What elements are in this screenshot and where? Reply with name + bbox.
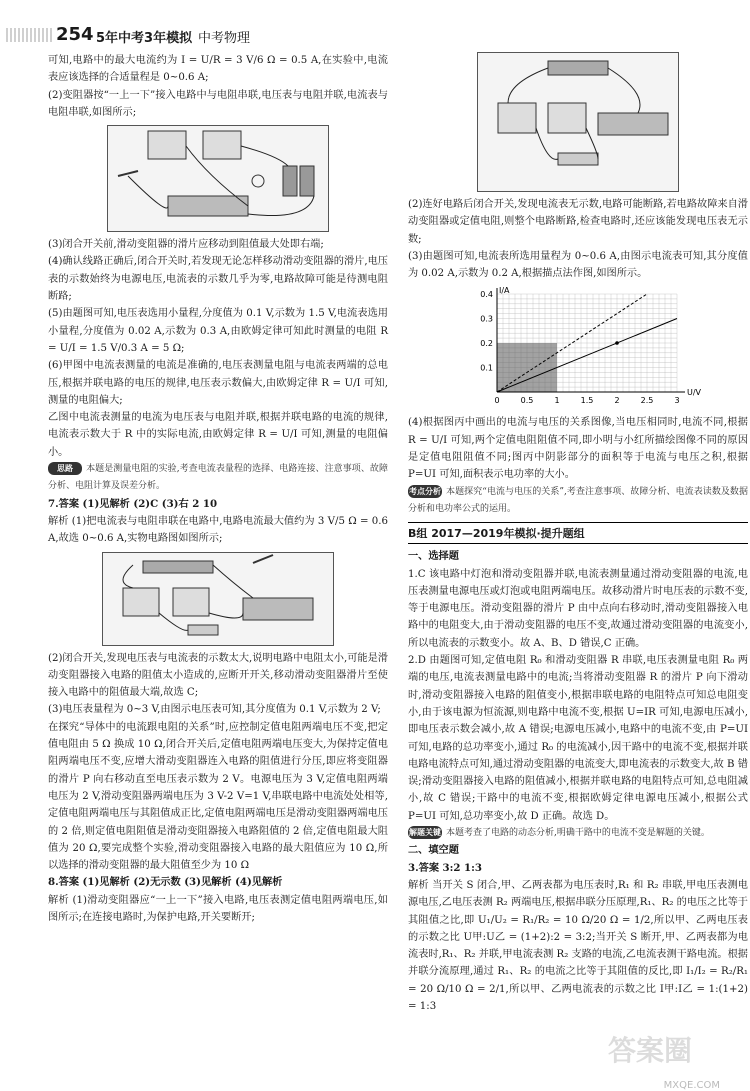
answer-heading: 8.答案 (1)见解析 (2)无示数 (3)见解析 (4)见解析 <box>48 876 283 889</box>
shaded-area <box>497 343 557 392</box>
paragraph: (5)由题图可知,电压表选用小量程,分度值为 0.1 V,示数为 1.5 V,电流表选用小量程,分度值为 0.02 A,示数为 0.3 A,由欧姆定律可知此时测量的电阻 R = U/I = 1.5 V/0.3 A = 5 Ω; <box>48 308 388 354</box>
paragraph: (3)由题图可知,电流表所选用量程为 0~0.6 A,由图示电流表可知,其分度值为 0.02 A,示数为 0.2 A,根据描点法作图,如图所示。 <box>408 250 748 280</box>
iu-chart <box>463 284 702 412</box>
paragraph: (3)闭合开关前,滑动变阻器的滑片应移动到阻值最大处即右端; <box>48 239 324 251</box>
note <box>408 484 748 519</box>
y-tick-label: 0.1 <box>480 363 493 373</box>
note-label: 解题关键 <box>409 828 441 838</box>
x-tick-label: 1 <box>554 396 560 406</box>
paragraph: (2)连好电路后闭合开关,发现电流表无示数,电路可能断路,若电路故障来自滑动变阻器或定值电阻,则整个电路断路,检查电路时,还应该能发现电压表无示数; <box>408 199 748 245</box>
paragraph: (2)闭合开关,发现电压表与电流表的示数太大,说明电路中电阻太小,可能是滑动变阻器接入电路的阻值太小造成的,应断开开关,移动滑动变阻器滑片至使接入电路中的阻值最大端,故选 C; <box>48 652 388 699</box>
paragraph: (3)电压表量程为 0~3 V,由图示电压表可知,其分度值为 0.1 V,示数为 2 V; <box>48 704 381 716</box>
note-label: 考点分析 <box>409 486 441 496</box>
paragraph: 可知,电路中的最大电流约为 I = U/R = 3 V/6 Ω = 0.5 A,在实验中,电流表应该选择的合适量程是 0~0.6 A; <box>48 55 388 84</box>
header-decoration <box>6 28 54 42</box>
note <box>48 461 388 496</box>
circuit-figure-3 <box>477 52 679 192</box>
note <box>408 825 748 842</box>
watermark-url: MXQE.COM <box>663 1080 720 1091</box>
y-tick-label: 0.3 <box>480 314 493 324</box>
right-column <box>408 52 748 1015</box>
circuit-figure-2 <box>102 552 334 646</box>
paragraph: (6)甲图中电流表测量的电流是准确的,电压表测量电阻与电流表两端的总电压,根据并联电路的电压的规律,电压表示数偏大,由欧姆定律 R = U/I 可知,测量的电阻偏大; <box>48 360 388 406</box>
subject-title: 中考物理 <box>198 31 251 46</box>
paragraph: 解析 当开关 S 闭合,甲、乙两表都为电压表时,R₁ 和 R₂ 串联,甲电压表测电源电压,乙电压表测 R₂ 两端电压,根据串联分压原理,R₁、R₂ 的电压之比等于其阻值之比,即 U₁/U₂ = R₁/R₂ = 10 Ω/20 Ω = 1/2,所以甲、乙两电压表的示数之比 U甲:U乙 = (1+2):2 = 3:2;当开关 S 断开,甲、乙两表都为电流表时,R₁、R₂ 并联,甲电流表测 R₂ 支路的电流,乙电流表测干路电流。根据并联分流原理,通过 R₁、R₂ 的电流之比等于其阻值的反比,即 I₁/I₂ = R₂/R₁ = 20 Ω/10 Ω = 2/1,所以甲、乙两电流表的示数之比 I甲:I乙 = 1:(1+2) = 1:3 <box>408 879 748 1012</box>
paragraph: (2)变阻器按“一上一下”接入电路中与电阻串联,电压表与电阻并联,电流表与电阻串联,如图所示; <box>48 89 388 118</box>
x-tick-label: 1.5 <box>580 396 594 406</box>
section-heading: B组 2017—2019年模拟·提升题组 <box>408 522 748 544</box>
y-axis-label: I/A <box>499 286 510 296</box>
note-text: 本题考查了电路的动态分析,明确干路中的电流不变是解题的关键。 <box>446 828 710 839</box>
circuit-figure-1 <box>107 125 329 232</box>
note-text: 本题是测量电阻的实验,考查电流表量程的选择、电路连接、注意事项、故障分析、电阻计算及误差分析。 <box>48 464 388 492</box>
y-tick-label: 0.2 <box>480 339 493 349</box>
y-tick-label: 0.4 <box>480 290 493 300</box>
subsection-heading: 一、选择题 <box>408 550 459 563</box>
note-text: 本题探究“电流与电压的关系”,考查注意事项、故障分析、电流表读数及数据分析和电功率公式的运用。 <box>408 486 748 514</box>
x-tick-label: 0 <box>494 396 500 406</box>
watermark-logo: 答案圈 <box>608 1034 693 1067</box>
book-title: 5年中考3年模拟 <box>96 31 193 46</box>
paragraph: (4)确认线路正确后,闭合开关时,若发现无论怎样移动滑动变阻器的滑片,电压表的示数始终为电源电压,电流表的示数几乎为零,电路故障可能是待测电阻断路; <box>48 256 388 303</box>
paragraph: 在探究“导体中的电流跟电阻的关系”时,应控制定值电阻两端电压不变,把定值电阻由 5 Ω 换成 10 Ω,闭合开关后,定值电阻两端电压变大,为保持定值电阻两端电压不变,应增大滑动变阻器连入电路的阻值进行分压,即应将变阻器的滑片 P 向右移动直至电压表示数为 2 V。电源电压为 3 V,定值电阻两端电压为 2 V,滑动变阻器两端电压为 3 V-2 V=1 V,串联电路中电流处处相等,定值电阻两端电压与其阻值成正比,定值电阻两端电压是滑动变阻器两端电压的 2 倍,则定值电阻阻值是滑动变阻器接入电路阻值的 2 倍,定值电阻最大阻值为 20 Ω,要完成整个实验,滑动变阻器接入电路的最大阻值应为 10 Ω,所以选择的滑动变阻器的最大阻值至少为 10 Ω <box>48 721 388 872</box>
paragraph: 2.D 由题图可知,定值电阻 R₀ 和滑动变阻器 R 串联,电压表测量电阻 R₀ 两端的电压,电流表测量电路中的电流;当将滑动变阻器 R 的滑片 P 向下滑动时,滑动变阻器接入电路的阻值变小,根据串联电路的电阻特点可知总电阻变小,由于该电源为恒流源,则电路中电流不变,根据 U=IR 可知,电源电压减小,即电压表示数会减小,故 A 错误;电源电压减小,电路中的电流不变,由 P=UI 可知,电路的总功率变小,通过 R₀ 的电流减小,因干路中的电流不变,根据并联电路电流特点可知,通过滑动变阻器的电流变大,即电流表的示数变大,故 B 错误;滑动变阻器接入电路的阻值减小,根据并联电路的电阻特点可知,总电阻减小,故 C 错误;干路中的电流不变,根据欧姆定律电源电压减小,根据公式 P=UI 可知,总功率变小,故 D 正确。故选 D。 <box>408 655 748 822</box>
data-point <box>615 342 619 346</box>
x-tick-label: 2 <box>614 396 620 406</box>
x-tick-label: 3 <box>674 396 680 406</box>
x-tick-label: 0.5 <box>520 396 534 406</box>
left-column <box>48 52 388 926</box>
answer-heading: 7.答案 (1)见解析 (2)C (3)右 2 10 <box>48 497 218 510</box>
subsection-heading: 二、填空题 <box>408 844 459 857</box>
note-label: 思路 <box>48 462 82 475</box>
page-number: 254 <box>56 24 94 45</box>
paragraph: 解析 (1)滑动变阻器应“一上一下”接入电路,电压表测定值电阻两端电压,如图所示;在连接电路时,为保护电路,开关要断开; <box>48 894 388 923</box>
x-axis-label: U/V <box>687 388 702 398</box>
answer-heading: 3.答案 3:2 1:3 <box>408 861 482 874</box>
x-tick-label: 2.5 <box>640 396 654 406</box>
paragraph: 解析 (1)把电流表与电阻串联在电路中,电路电流最大值约为 3 V/5 Ω = 0.6 A,故选 0~0.6 A,实物电路图如图所示; <box>48 515 388 545</box>
paragraph: 1.C 该电路中灯泡和滑动变阻器并联,电流表测量通过滑动变阻器的电流,电压表测量电源电压或灯泡或电阻两端电压。故移动滑片时电压表的示数不变,等于电源电压。滑动变阻器的滑片 P 由中点向右移动时,滑动变阻器接入电路中的电阻变大,由于滑动变阻器的电压不变,故通过滑动变阻器的电流变小,所以电流表的示数变小。故 A、B、D 错误,C 正确。 <box>408 568 748 649</box>
paragraph: 乙图中电流表测量的电流为电压表与电阻并联,根据并联电路的电流的规律,电流表示数大于 R 中的实际电流,由欧姆定律 R = U/I 可知,测量的电阻偏小。 <box>48 412 388 458</box>
page-header <box>0 0 750 46</box>
paragraph: (4)根据图丙中画出的电流与电压的关系图像,当电压相同时,电流不同,根据 R = U/I 可知,两个定值电阻阻值不同,即小明与小红所描绘图像不同的原因是定值电阻阻值不同;图丙中阴影部分的面积等于电流与电压之积,根据 P=UI 可知,面积表示电功率的大小。 <box>408 417 748 481</box>
